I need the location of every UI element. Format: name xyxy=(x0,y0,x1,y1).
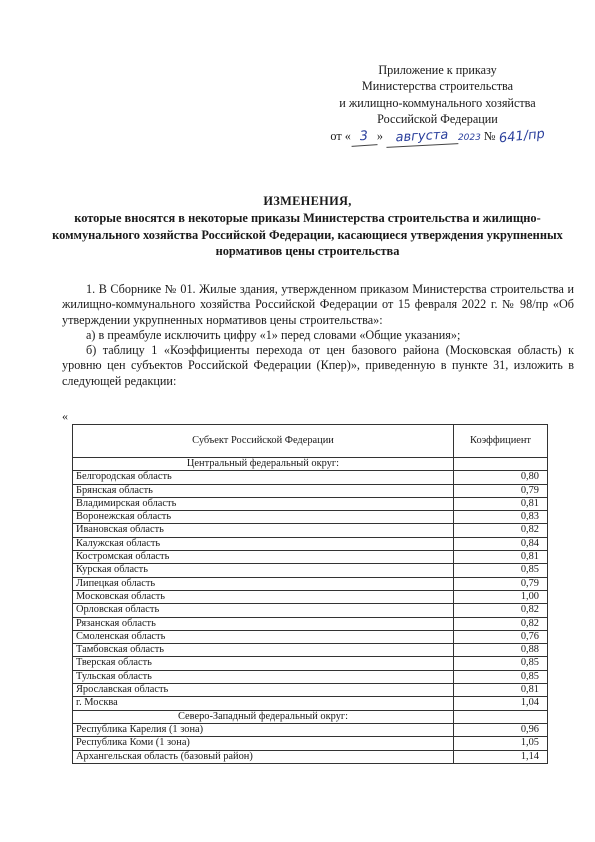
table-row xyxy=(73,511,548,524)
coefficient-cell: 1,14 xyxy=(454,750,548,763)
appendix-line: и жилищно-коммунального хозяйства xyxy=(339,95,536,110)
subject-name-cell: Курская область xyxy=(73,564,454,577)
coefficient-cell: 0,85 xyxy=(454,564,548,577)
coefficient-cell: 0,85 xyxy=(454,670,548,683)
coefficient-cell: 0,88 xyxy=(454,644,548,657)
subject-name-cell: Смоленская область xyxy=(73,630,454,643)
column-header-coefficient: Коэффициент xyxy=(454,425,548,458)
coefficient-cell: 0,81 xyxy=(454,684,548,697)
column-header-subject: Субъект Российской Федерации xyxy=(73,425,454,458)
handwritten-year: 2023 xyxy=(457,132,481,143)
coefficient-cell: 0,83 xyxy=(454,511,548,524)
table-row xyxy=(73,537,548,550)
coefficient-cell: 1,05 xyxy=(454,737,548,750)
subject-name-cell: Белгородская область xyxy=(73,471,454,484)
table-header-row xyxy=(73,425,548,458)
subject-name-cell: Брянская область xyxy=(73,484,454,497)
coefficient-cell: 0,82 xyxy=(454,524,548,537)
appendix-header xyxy=(300,62,575,146)
coefficient-cell: 0,81 xyxy=(454,497,548,510)
document-title xyxy=(40,193,575,260)
table-group-row xyxy=(73,458,548,471)
table-row xyxy=(73,497,548,510)
table-row xyxy=(73,697,548,710)
table-row xyxy=(73,670,548,683)
date-prefix: от « xyxy=(330,128,351,143)
coefficient-cell: 0,82 xyxy=(454,617,548,630)
coefficient-table xyxy=(72,424,548,764)
coefficient-cell: 1,00 xyxy=(454,590,548,603)
coefficient-cell: 0,96 xyxy=(454,723,548,736)
paragraph: а) в преамбуле исключить цифру «1» перед словами «Общие указания»; xyxy=(86,327,461,342)
handwritten-order-number: 641/пр xyxy=(497,126,546,146)
title-heading: ИЗМЕНЕНИЯ, xyxy=(263,194,352,208)
appendix-line: Приложение к приказу xyxy=(378,63,497,77)
coefficient-cell: 0,79 xyxy=(454,577,548,590)
table-body xyxy=(73,458,548,764)
subject-name-cell: Архангельская область (базовый район) xyxy=(73,750,454,763)
coefficient-cell: 0,79 xyxy=(454,484,548,497)
table-row xyxy=(73,750,548,763)
table-row xyxy=(73,604,548,617)
coefficient-cell: 0,85 xyxy=(454,657,548,670)
handwritten-day: 3 xyxy=(350,128,377,147)
table-row xyxy=(73,577,548,590)
table-row xyxy=(73,684,548,697)
table-row xyxy=(73,551,548,564)
subject-name-cell: Костромская область xyxy=(73,551,454,564)
date-quote-close: » xyxy=(376,128,383,143)
table-row xyxy=(73,590,548,603)
table-row xyxy=(73,657,548,670)
appendix-line: Российской Федерации xyxy=(377,112,498,127)
table-group-row xyxy=(73,710,548,723)
title-subtitle: которые вносятся в некоторые приказы Министерства строительства и жилищно-коммунального хозяйства Российской Федерации, касающиеся утверждения укрупненных нормативов цены строительства xyxy=(52,210,563,259)
empty-cell xyxy=(454,710,548,723)
subject-name-cell: Калужская область xyxy=(73,537,454,550)
subject-name-cell: Тульская область xyxy=(73,670,454,683)
table-row xyxy=(73,644,548,657)
group-label: Северо-Западный федеральный округ: xyxy=(73,710,454,723)
group-label: Центральный федеральный округ: xyxy=(73,458,454,471)
subject-name-cell: Тамбовская область xyxy=(73,644,454,657)
subject-name-cell: Республика Коми (1 зона) xyxy=(73,737,454,750)
body-text xyxy=(62,282,574,389)
handwritten-month: августа xyxy=(386,127,459,148)
coefficient-cell: 0,84 xyxy=(454,537,548,550)
subject-name-cell: г. Москва xyxy=(73,697,454,710)
subject-name-cell: Республика Карелия (1 зона) xyxy=(73,723,454,736)
number-prefix: № xyxy=(483,128,496,143)
subject-name-cell: Липецкая область xyxy=(73,577,454,590)
subject-name-cell: Рязанская область xyxy=(73,617,454,630)
appendix-line: Министерства строительства xyxy=(361,79,514,94)
paragraph: 1. В Сборнике № 01. Жилые здания, утвержденном приказом Министерства строительства и жилищно-коммунального хозяйства Российской Федерации от 15 февраля 2022 г. № 98/пр «Об утверждении укрупненных нормативов цены строительства»: xyxy=(62,282,574,327)
coefficient-cell: 0,81 xyxy=(454,551,548,564)
coefficient-cell: 1,04 xyxy=(454,697,548,710)
subject-name-cell: Ярославская область xyxy=(73,684,454,697)
coefficient-cell: 0,80 xyxy=(454,471,548,484)
table-row xyxy=(73,723,548,736)
subject-name-cell: Владимирская область xyxy=(73,497,454,510)
table-row xyxy=(73,484,548,497)
coefficient-cell: 0,82 xyxy=(454,604,548,617)
table-row xyxy=(73,471,548,484)
subject-name-cell: Ивановская область xyxy=(73,524,454,537)
table-row xyxy=(73,630,548,643)
paragraph: б) таблицу 1 «Коэффициенты перехода от цен базового района (Московская область) к уровню цен субъектов Российской Федерации (Кпер)», приведенную в пункте 31, изложить в следующей редакции: xyxy=(62,343,574,388)
table-row xyxy=(73,617,548,630)
subject-name-cell: Орловская область xyxy=(73,604,454,617)
subject-name-cell: Воронежская область xyxy=(73,511,454,524)
subject-name-cell: Московская область xyxy=(73,590,454,603)
subject-name-cell: Тверская область xyxy=(73,657,454,670)
empty-cell xyxy=(454,458,548,471)
table-row xyxy=(73,524,548,537)
coefficient-cell: 0,76 xyxy=(454,630,548,643)
order-date-line xyxy=(300,128,575,146)
table-row xyxy=(73,564,548,577)
opening-quote: « xyxy=(62,409,68,423)
table-row xyxy=(73,737,548,750)
